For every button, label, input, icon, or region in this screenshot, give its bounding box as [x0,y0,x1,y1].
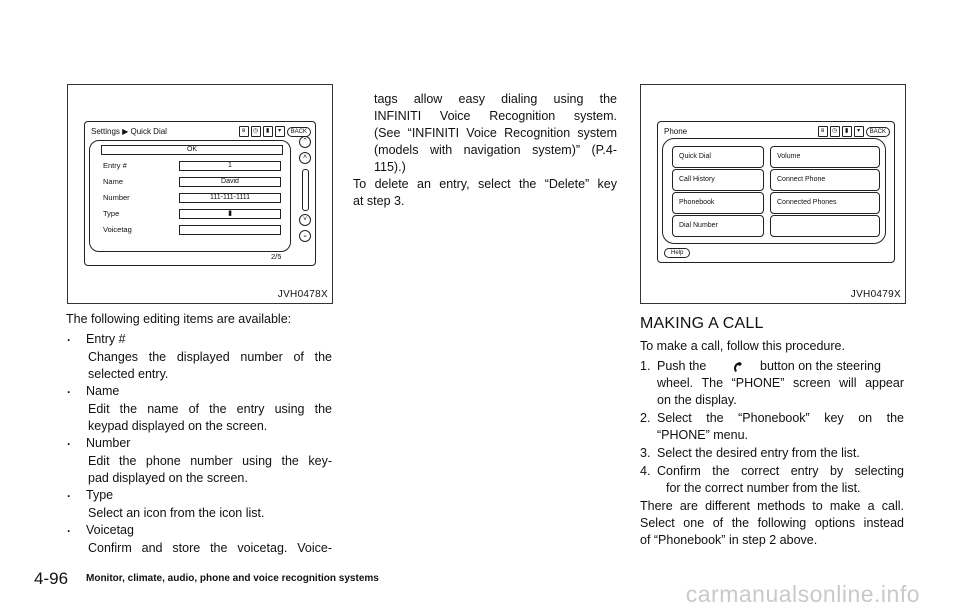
section-heading: MAKING A CALL [640,315,764,332]
bullet-icon: . [67,486,71,500]
item-desc: selected entry. [88,367,169,381]
procedure-intro: To make a call, follow this procedure. [640,339,845,353]
page-indicator: 2/5 [271,252,282,261]
phone-screen [657,121,895,263]
item-term: Voicetag [86,523,134,537]
item-desc: pad displayed on the screen. [88,471,248,485]
row-label-type: Type [103,209,120,218]
scroll-down-step-icon[interactable]: ˅ [299,214,311,226]
phonebook-button[interactable]: Phonebook [672,192,764,214]
row-label-name: Name [103,177,124,186]
call-history-button[interactable]: Call History [672,169,764,191]
help-button[interactable]: Help [664,248,690,258]
step-text: “PHONE” menu. [657,428,748,442]
step-number: 2. [640,411,651,425]
voicetag-continued: (See “INFINITI Voice Recognition system [374,126,617,140]
step-text: wheel. The “PHONE” screen will appear [657,376,904,390]
scroll-down-icon[interactable]: ⌄ [299,230,311,242]
connected-phones-button[interactable]: Connected Phones [770,192,880,214]
row-label-entry: Entry # [103,161,127,170]
battery-icon: ▮ [263,126,273,137]
item-desc: Select an icon from the icon list. [88,506,265,520]
phone-steering-icon [732,360,744,372]
item-desc: Edit the phone number using the key- [88,454,332,468]
voicetag-continued: INFINITI Voice Recognition system. [374,109,617,123]
outro-text: Select one of the following options instead [640,516,904,530]
bullet-icon: . [67,382,71,396]
bluetooth-icon: ʙ [239,126,249,137]
voicetag-continued: tags allow easy dialing using the [374,92,617,106]
clock-icon: ◷ [251,126,261,137]
dial-number-button[interactable]: Dial Number [672,215,764,237]
figure-code: JVH0479X [850,289,901,300]
volume-button[interactable]: Volume [770,146,880,168]
step-number: 4. [640,464,651,478]
scroll-up-icon[interactable]: ⌃ [299,136,311,148]
step-text: button on the steering [760,359,881,373]
step-text: Confirm the correct entry by selecting [657,464,904,478]
page-number: 4-96 [34,569,69,588]
item-term: Type [86,488,114,502]
step-text: for the correct number from the list. [666,481,861,495]
screen-title: Phone [664,127,688,136]
figure-quick-dial [67,84,333,304]
clock-icon: ◷ [830,126,840,137]
signal-icon: ▾ [275,126,285,137]
step-text: Push the [657,359,707,373]
outro-text: There are different methods to make a call. [640,499,904,513]
step-text: on the display. [657,393,737,407]
connect-phone-button[interactable]: Connect Phone [770,169,880,191]
figure-phone-menu [640,84,906,304]
figure-code: JVH0478X [277,289,328,300]
step-number: 3. [640,446,651,460]
item-desc: Confirm and store the voicetag. Voice- [88,541,332,555]
step-text: Select the desired entry from the list. [657,446,860,460]
delete-instruction: To delete an entry, select the “Delete” key [353,177,617,191]
item-term: Entry # [86,332,126,346]
screen-title: Settings ▶ Quick Dial [91,127,167,136]
status-icons [818,126,890,137]
empty-button[interactable] [770,215,880,237]
item-term: Name [86,384,120,398]
bullet-icon: . [67,521,71,535]
scroll-up-step-icon[interactable]: ˄ [299,152,311,164]
voicetag-field[interactable] [179,225,281,235]
step-text: Select the “Phonebook” key on the [657,411,904,425]
ok-button[interactable]: OK [101,145,283,155]
status-icons [239,126,311,137]
name-field[interactable]: David [179,177,281,187]
bullet-icon: . [67,434,71,448]
bluetooth-icon: ʙ [818,126,828,137]
row-label-voicetag: Voicetag [103,225,132,234]
signal-icon: ▾ [854,126,864,137]
watermark: carmanualsonline.info [685,581,920,607]
row-label-number: Number [103,193,130,202]
step-number: 1. [640,359,651,373]
section-footer: Monitor, climate, audio, phone and voice recognition systems [86,573,379,584]
entry-number-field[interactable]: 1 [179,161,281,171]
voicetag-continued: (models with navigation system)” (P.4- [374,143,617,157]
number-field[interactable]: 111-111-1111 [179,193,281,203]
quick-dial-screen [84,121,316,266]
type-field[interactable]: ▮ [179,209,281,219]
battery-icon: ▮ [842,126,852,137]
item-desc: Changes the displayed number of the [88,350,332,364]
scrollbar[interactable] [302,169,309,211]
item-term: Number [86,436,131,450]
item-desc: Edit the name of the entry using the [88,402,332,416]
delete-instruction: at step 3. [353,194,405,208]
back-button[interactable]: BACK [866,127,890,137]
back-button[interactable]: BACK [287,127,311,137]
item-desc: keypad displayed on the screen. [88,419,268,433]
outro-text: of “Phonebook” in step 2 above. [640,533,818,547]
quick-dial-button[interactable]: Quick Dial [672,146,764,168]
voicetag-continued: 115).) [374,160,406,174]
intro-text: The following editing items are available: [66,312,292,326]
bullet-icon: . [67,330,71,344]
